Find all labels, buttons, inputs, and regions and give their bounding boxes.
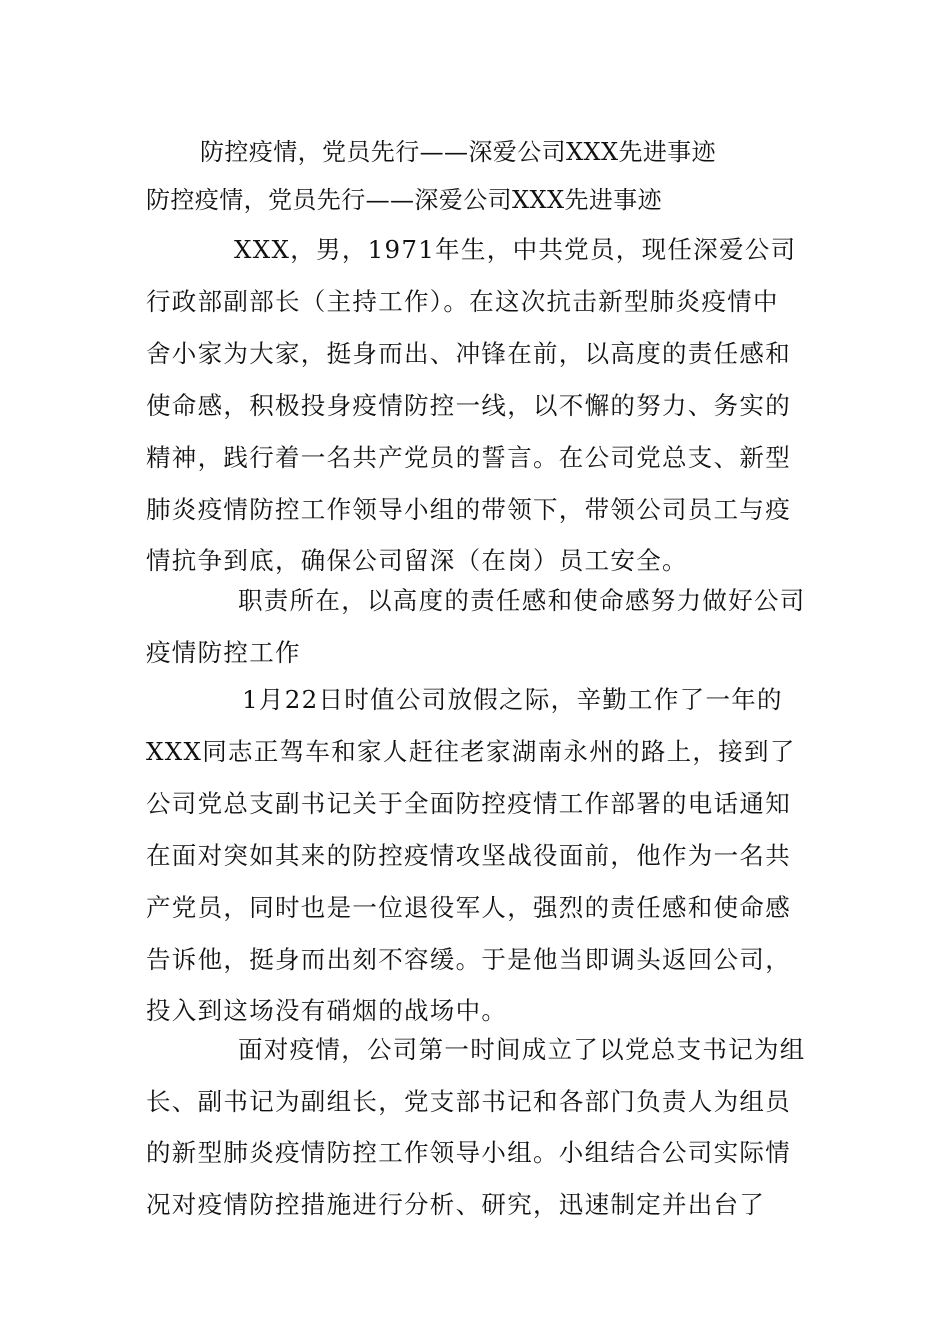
section-heading-line: 职责所在，以高度的责任感和使命感努力做好公司: [238, 586, 806, 615]
intro-paragraph-line: 舍小家为大家，挺身而出、冲锋在前，以高度的责任感和: [146, 339, 791, 368]
story-paragraph-line: 1月22日时值公司放假之际，辛勤工作了一年的: [242, 685, 783, 714]
group-paragraph-line: 的新型肺炎疫情防控工作领导小组。小组结合公司实际情: [146, 1138, 791, 1167]
section-heading-line: 疫情防控工作: [146, 638, 301, 667]
story-paragraph-line: 产党员，同时也是一位退役军人，强烈的责任感和使命感: [146, 893, 791, 922]
document-subtitle: 防控疫情，党员先行——深爱公司XXX先进事迹: [146, 186, 663, 214]
document-title: 防控疫情，党员先行——深爱公司XXX先进事迹: [200, 138, 717, 166]
intro-paragraph-line: 肺炎疫情防控工作领导小组的带领下，带领公司员工与疫: [146, 495, 791, 524]
intro-paragraph-line: 精神，践行着一名共产党员的誓言。在公司党总支、新型: [146, 443, 791, 472]
intro-paragraph-line: 行政部副部长（主持工作）。在这次抗击新型肺炎疫情中: [146, 287, 779, 316]
intro-paragraph-line: XXX，男，1971年生，中共党员，现任深爱公司: [234, 235, 797, 264]
group-paragraph-line: 况对疫情防控措施进行分析、研究，迅速制定并出台了: [146, 1190, 766, 1219]
story-paragraph-line: 公司党总支副书记关于全面防控疫情工作部署的电话通知: [146, 789, 791, 818]
story-paragraph-line: 投入到这场没有硝烟的战场中。: [146, 996, 508, 1025]
group-paragraph-line: 面对疫情，公司第一时间成立了以党总支书记为组: [238, 1035, 806, 1064]
intro-paragraph-line: 情抗争到底，确保公司留深（在岗）员工安全。: [146, 546, 688, 575]
story-paragraph-line: 告诉他，挺身而出刻不容缓。于是他当即调头返回公司，: [146, 945, 791, 974]
group-paragraph-line: 长、副书记为副组长，党支部书记和各部门负责人为组员: [146, 1087, 791, 1116]
story-paragraph-line: 在面对突如其来的防控疫情攻坚战役面前，他作为一名共: [146, 841, 791, 870]
intro-paragraph-line: 使命感，积极投身疫情防控一线，以不懈的努力、务实的: [146, 391, 791, 420]
story-paragraph-line: XXX同志正驾车和家人赶往老家湖南永州的路上，接到了: [146, 737, 796, 766]
